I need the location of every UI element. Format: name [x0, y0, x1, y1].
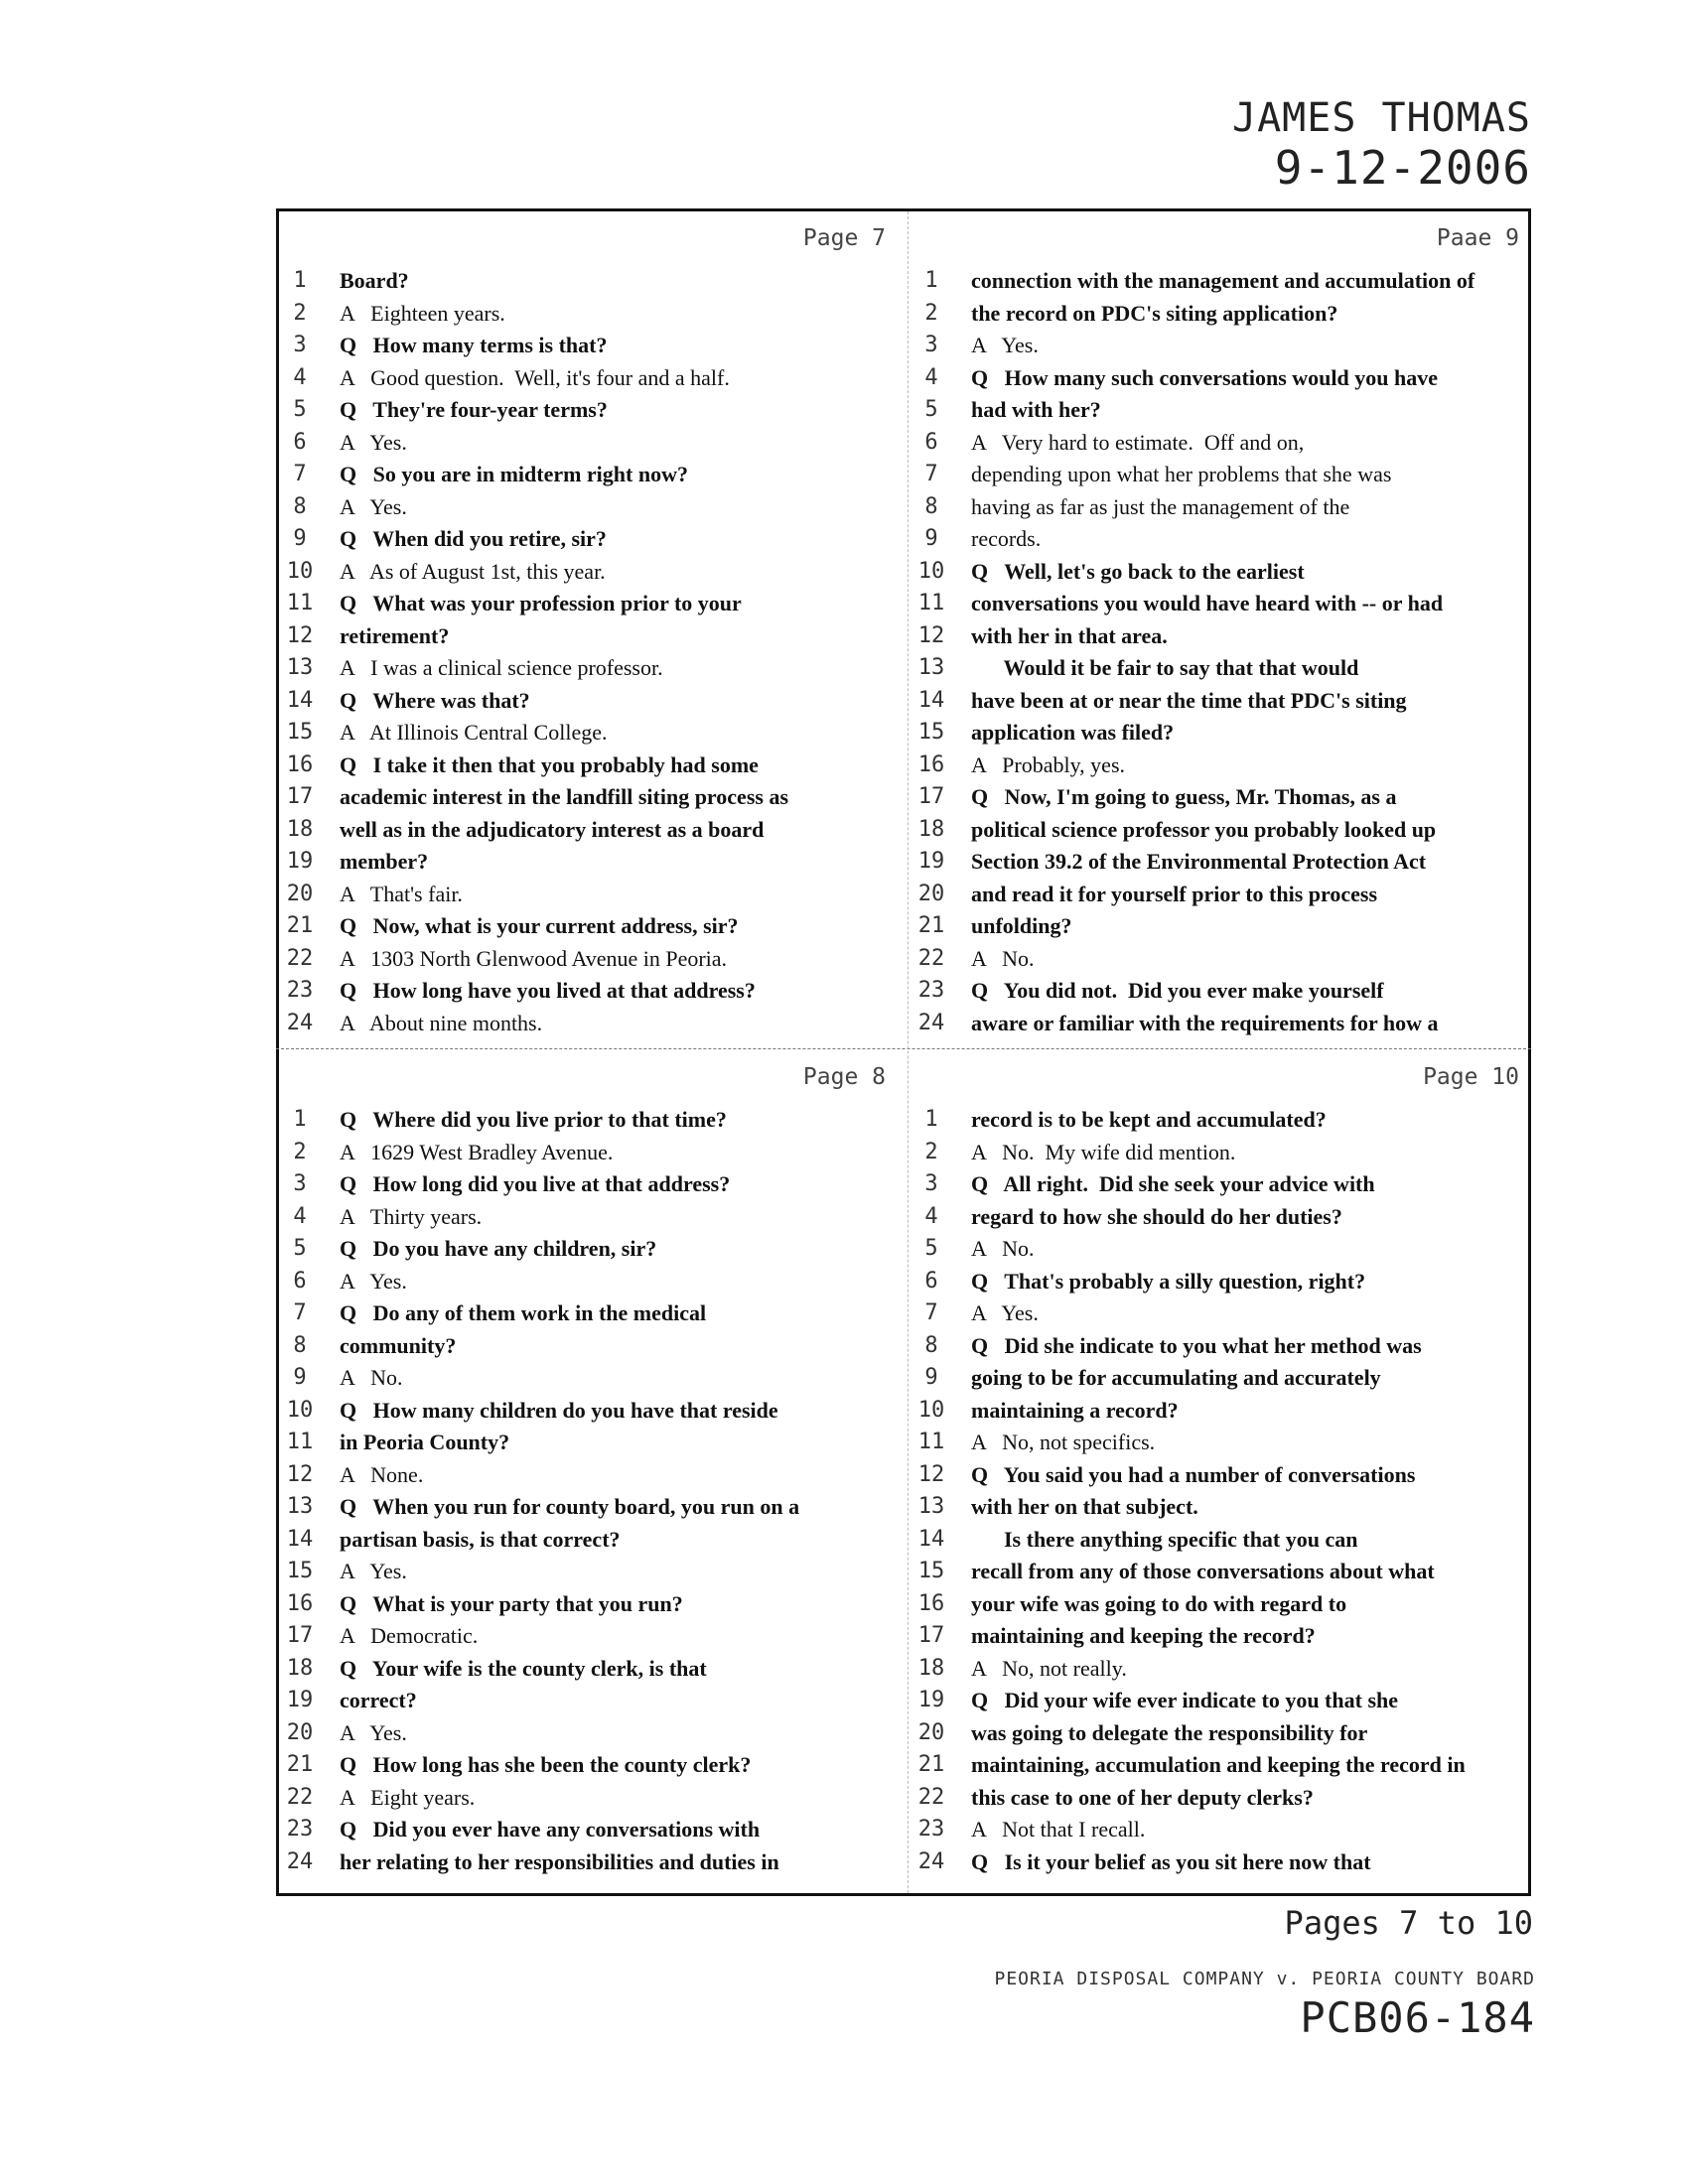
- line-number: 8: [924, 493, 938, 519]
- line-number: 22: [286, 1784, 314, 1810]
- line-text: A That's fair.: [340, 881, 463, 906]
- line-number: 4: [293, 1203, 307, 1229]
- line-text: Q Where was that?: [340, 687, 530, 713]
- line-number: 21: [286, 1752, 314, 1777]
- line-text: recall from any of those conversations about what: [971, 1559, 1435, 1583]
- line-number: 24: [917, 1010, 945, 1035]
- transcript-page-9: [910, 211, 1527, 1047]
- line-text: Q I take it then that you probably had some: [340, 751, 759, 777]
- line-text: A No.: [971, 945, 1035, 971]
- line-text: depending upon what her problems that she was: [971, 462, 1392, 486]
- line-number: 3: [924, 1171, 938, 1196]
- line-number: 1: [924, 268, 938, 293]
- line-number: 24: [286, 1010, 314, 1035]
- line-text: A Eighteen years.: [340, 300, 505, 326]
- line-text: A Very hard to estimate. Off and on,: [971, 429, 1305, 455]
- line-number: 20: [917, 881, 945, 906]
- line-text: A No. My wife did mention.: [971, 1139, 1236, 1164]
- line-text: going to be for accumulating and accurately: [971, 1365, 1381, 1390]
- line-text: Board?: [340, 268, 409, 293]
- line-number: 14: [286, 687, 314, 713]
- line-number: 7: [924, 462, 938, 486]
- line-number: 9: [924, 1365, 938, 1390]
- line-number: 4: [924, 364, 938, 390]
- line-text: Q What is your party that you run?: [340, 1590, 683, 1616]
- line-text: A 1629 West Bradley Avenue.: [340, 1139, 614, 1164]
- line-number: 23: [286, 1817, 314, 1842]
- line-text: her relating to her responsibilities and duties in: [340, 1848, 779, 1874]
- line-number: 18: [286, 816, 314, 842]
- line-number: 6: [293, 429, 307, 455]
- deposition-date: 9-12-2006: [1274, 141, 1531, 195]
- line-number: 11: [917, 1430, 945, 1454]
- line-number: 2: [924, 1139, 938, 1164]
- line-number: 3: [293, 1171, 307, 1196]
- line-number: 1: [924, 1107, 938, 1132]
- line-text: A About nine months.: [340, 1010, 543, 1035]
- line-text: A Yes.: [971, 333, 1039, 357]
- line-text: A Democratic.: [340, 1623, 479, 1648]
- line-text: member?: [340, 849, 429, 874]
- vertical-divider: [908, 211, 909, 1893]
- line-number: 17: [286, 1623, 314, 1648]
- line-text: partisan basis, is that correct?: [340, 1526, 621, 1552]
- line-text: Q What was your profession prior to your: [340, 591, 742, 615]
- page-label: Page 7: [802, 225, 886, 251]
- line-text: maintaining and keeping the record?: [971, 1623, 1316, 1648]
- line-number: 12: [286, 1461, 314, 1487]
- line-number: 7: [293, 462, 307, 486]
- line-number: 15: [286, 720, 314, 745]
- line-number: 9: [924, 526, 938, 551]
- line-number: 8: [924, 1332, 938, 1358]
- line-text: unfolding?: [971, 913, 1072, 938]
- line-text: Q So you are in midterm right now?: [340, 462, 688, 486]
- line-number: 22: [917, 945, 945, 971]
- line-number: 7: [293, 1300, 307, 1325]
- line-text: records.: [971, 526, 1042, 551]
- line-number: 12: [286, 622, 314, 648]
- line-number: 6: [924, 429, 938, 455]
- line-number: 6: [924, 1268, 938, 1294]
- line-text: your wife was going to do with regard to: [971, 1590, 1347, 1616]
- line-number: 4: [924, 1203, 938, 1229]
- line-number: 23: [917, 978, 945, 1003]
- line-number: 13: [917, 655, 945, 680]
- line-text: Q How many such conversations would you have: [971, 364, 1439, 390]
- horizontal-divider: [276, 1048, 1531, 1049]
- line-number: 20: [286, 881, 314, 906]
- line-number: 20: [286, 1719, 314, 1745]
- pages-range: Pages 7 to 10: [1284, 1904, 1533, 1942]
- line-number: 15: [917, 720, 945, 745]
- line-number: 22: [917, 1784, 945, 1810]
- line-text: maintaining a record?: [971, 1397, 1179, 1423]
- line-number: 19: [917, 849, 945, 874]
- line-text: A Thirty years.: [340, 1203, 483, 1229]
- line-text: Q You did not. Did you ever make yourself: [971, 978, 1384, 1003]
- line-text: A None.: [340, 1461, 424, 1487]
- line-text: A No, not specifics.: [971, 1430, 1156, 1454]
- line-number: 17: [917, 1623, 945, 1648]
- line-text: aware or familiar with the requirements for how a: [971, 1010, 1439, 1035]
- line-number: 8: [293, 1332, 307, 1358]
- line-text: Q Your wife is the county clerk, is that: [340, 1655, 707, 1681]
- line-text: academic interest in the landfill siting process as: [340, 784, 789, 809]
- line-number: 20: [917, 1719, 945, 1745]
- line-text: A Yes.: [340, 429, 407, 455]
- line-text: Q Well, let's go back to the earliest: [971, 558, 1305, 584]
- line-number: 19: [917, 1688, 945, 1712]
- line-number: 16: [917, 751, 945, 777]
- line-text: and read it for yourself prior to this process: [971, 881, 1378, 906]
- line-text: A Not that I recall.: [971, 1817, 1146, 1842]
- line-text: Q Now, I'm going to guess, Mr. Thomas, as a: [971, 784, 1397, 809]
- line-number: 2: [924, 300, 938, 326]
- line-text: Q How many children do you have that reside: [340, 1397, 778, 1423]
- line-text: A No.: [340, 1365, 403, 1390]
- line-number: 24: [917, 1848, 945, 1874]
- line-number: 21: [286, 913, 314, 938]
- line-text: A Yes.: [340, 493, 407, 519]
- line-text: Section 39.2 of the Environmental Protection Act: [971, 849, 1427, 874]
- line-number: 18: [917, 1655, 945, 1681]
- line-text: Q Do you have any children, sir?: [340, 1236, 657, 1261]
- line-text: community?: [340, 1332, 457, 1358]
- line-number: 12: [917, 1461, 945, 1487]
- transcript-page-7: [278, 211, 894, 1047]
- line-number: 1: [293, 268, 307, 293]
- line-number: 23: [286, 978, 314, 1003]
- line-text: Q How long has she been the county clerk?: [340, 1752, 752, 1777]
- witness-name: JAMES THOMAS: [1232, 95, 1531, 141]
- line-number: 12: [917, 622, 945, 648]
- line-number: 15: [917, 1559, 945, 1583]
- line-number: 10: [917, 1397, 945, 1423]
- line-number: 2: [293, 1139, 307, 1164]
- line-text: Q When did you retire, sir?: [340, 526, 607, 551]
- line-text: had with her?: [971, 397, 1101, 422]
- line-text: Q All right. Did she seek your advice with: [971, 1171, 1375, 1196]
- line-number: 15: [286, 1559, 314, 1583]
- line-number: 24: [286, 1848, 314, 1874]
- line-number: 11: [917, 591, 945, 615]
- case-name: PEORIA DISPOSAL COMPANY v. PEORIA COUNTY BOARD: [994, 1969, 1535, 1989]
- line-number: 5: [924, 1236, 938, 1261]
- line-number: 3: [924, 333, 938, 357]
- line-text: A 1303 North Glenwood Avenue in Peoria.: [340, 945, 728, 971]
- line-text: connection with the management and accumulation of: [971, 268, 1475, 293]
- line-text: A I was a clinical science professor.: [340, 655, 663, 680]
- line-number: 10: [286, 1397, 314, 1423]
- line-text: well as in the adjudicatory interest as a board: [340, 816, 765, 842]
- line-number: 2: [293, 300, 307, 326]
- line-number: 14: [917, 687, 945, 713]
- line-text: regard to how she should do her duties?: [971, 1203, 1342, 1229]
- line-number: 18: [917, 816, 945, 842]
- line-number: 6: [293, 1268, 307, 1294]
- line-number: 9: [293, 1365, 307, 1390]
- page-label: Page 10: [1423, 1064, 1519, 1090]
- line-text: A No.: [971, 1236, 1035, 1261]
- line-number: 21: [917, 913, 945, 938]
- line-number: 9: [293, 526, 307, 551]
- line-text: having as far as just the management of the: [971, 493, 1350, 519]
- line-number: 3: [293, 333, 307, 357]
- line-number: 18: [286, 1655, 314, 1681]
- line-text: was going to delegate the responsibility for: [971, 1719, 1368, 1745]
- line-number: 23: [917, 1817, 945, 1842]
- line-text: correct?: [340, 1688, 417, 1712]
- line-text: Q Did she indicate to you what her method was: [971, 1332, 1422, 1358]
- line-text: political science professor you probably looked up: [971, 816, 1437, 842]
- line-text: Q Do any of them work in the medical: [340, 1300, 707, 1325]
- line-number: 19: [286, 1688, 314, 1712]
- line-number: 16: [917, 1590, 945, 1616]
- line-text: maintaining, accumulation and keeping the record in: [971, 1752, 1466, 1777]
- line-text: Q You said you had a number of conversations: [971, 1461, 1416, 1487]
- line-number: 16: [286, 751, 314, 777]
- line-text: conversations you would have heard with -- or had: [971, 591, 1444, 615]
- transcript-page-10: [910, 1050, 1527, 1892]
- line-number: 17: [286, 784, 314, 809]
- line-text: have been at or near the time that PDC's siting: [971, 687, 1407, 713]
- line-text: Would it be fair to say that that would: [971, 655, 1359, 680]
- line-number: 5: [293, 1236, 307, 1261]
- line-number: 14: [286, 1526, 314, 1552]
- line-text: the record on PDC's siting application?: [971, 300, 1338, 326]
- line-text: with her on that subject.: [971, 1494, 1198, 1519]
- line-text: Q Did you ever have any conversations with: [340, 1817, 761, 1842]
- line-text: Q Is it your belief as you sit here now that: [971, 1848, 1371, 1874]
- line-number: 10: [286, 558, 314, 584]
- line-text: A Yes.: [971, 1300, 1039, 1325]
- line-text: application was filed?: [971, 720, 1175, 745]
- line-text: with her in that area.: [971, 622, 1168, 648]
- line-number: 4: [293, 364, 307, 390]
- line-number: 19: [286, 849, 314, 874]
- line-text: Q Where did you live prior to that time?: [340, 1107, 727, 1132]
- line-number: 5: [924, 397, 938, 422]
- line-number: 16: [286, 1590, 314, 1616]
- line-text: record is to be kept and accumulated?: [971, 1107, 1327, 1132]
- line-text: A Yes.: [340, 1268, 407, 1294]
- page-label: Page 8: [802, 1064, 886, 1090]
- line-text: A No, not really.: [971, 1655, 1127, 1681]
- line-text: Q When you run for county board, you run on a: [340, 1494, 800, 1519]
- line-text: retirement?: [340, 622, 450, 648]
- line-number: 13: [917, 1494, 945, 1519]
- docket-number: PCB06-184: [1300, 1993, 1535, 2042]
- line-number: 1: [293, 1107, 307, 1132]
- transcript-page-8: [278, 1050, 894, 1892]
- line-number: 21: [917, 1752, 945, 1777]
- line-text: Q That's probably a silly question, right?: [971, 1268, 1366, 1294]
- line-number: 17: [917, 784, 945, 809]
- line-number: 10: [917, 558, 945, 584]
- line-text: Q How many terms is that?: [340, 333, 608, 357]
- line-number: 14: [917, 1526, 945, 1552]
- line-text: A Yes.: [340, 1559, 407, 1583]
- line-text: Q Now, what is your current address, sir?: [340, 913, 739, 938]
- line-text: Q They're four-year terms?: [340, 397, 608, 422]
- page-label: Paae 9: [1436, 225, 1519, 251]
- line-number: 7: [924, 1300, 938, 1325]
- line-text: Q How long have you lived at that address?: [340, 978, 756, 1003]
- line-number: 13: [286, 1494, 314, 1519]
- line-text: Q How long did you live at that address?: [340, 1171, 731, 1196]
- line-text: A Good question. Well, it's four and a half.: [340, 364, 730, 390]
- line-text: A Probably, yes.: [971, 751, 1126, 777]
- line-number: 5: [293, 397, 307, 422]
- line-number: 11: [286, 591, 314, 615]
- line-text: A As of August 1st, this year.: [340, 558, 606, 584]
- line-number: 8: [293, 493, 307, 519]
- line-text: Is there anything specific that you can: [971, 1526, 1358, 1552]
- line-number: 11: [286, 1430, 314, 1454]
- line-number: 13: [286, 655, 314, 680]
- line-text: in Peoria County?: [340, 1430, 510, 1454]
- line-text: Q Did your wife ever indicate to you that she: [971, 1688, 1398, 1712]
- line-text: A Eight years.: [340, 1784, 476, 1810]
- line-text: A At Illinois Central College.: [340, 720, 608, 745]
- line-text: A Yes.: [340, 1719, 407, 1745]
- line-number: 22: [286, 945, 314, 971]
- line-text: this case to one of her deputy clerks?: [971, 1784, 1314, 1810]
